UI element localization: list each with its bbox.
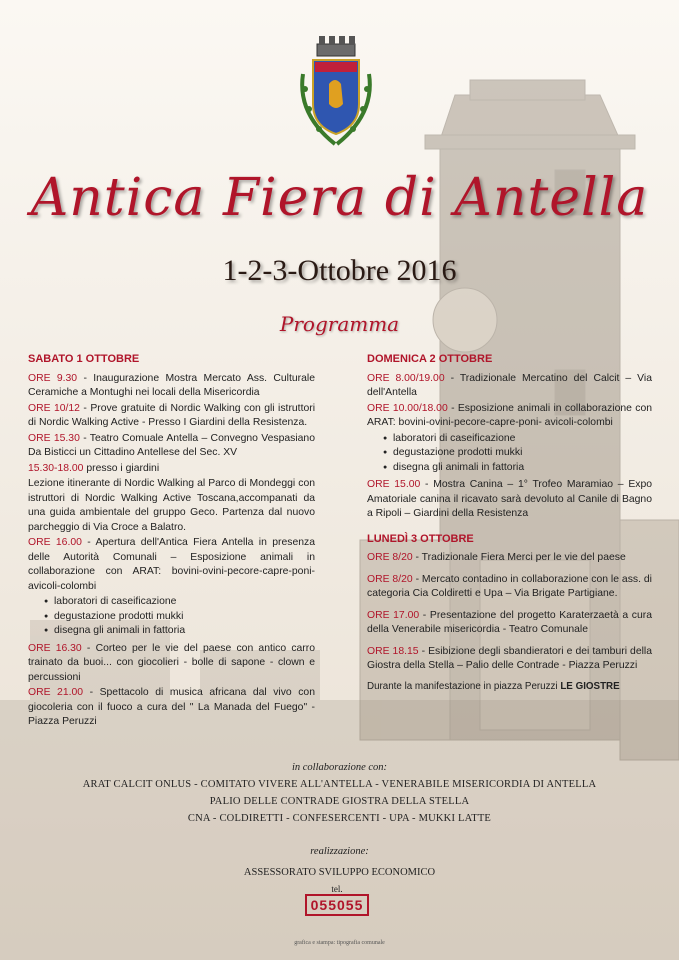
event-item: ORE 10/12 - Prove gratuite di Nordic Walking con gli istruttori di Nordic Walking Active - Presso I Giardini della Resistenza.: [28, 402, 315, 428]
realization-block: [0, 846, 679, 878]
event-item: 15.30-18.00 presso i giardini: [28, 462, 160, 474]
list-item: ● disegna gli animali in fattoria: [44, 624, 315, 639]
realization-header: realizzazione:: [310, 846, 369, 857]
program-right-column: [367, 352, 652, 694]
poster-title: Antica Fiera di Antella: [30, 168, 649, 228]
collaboration-block: [0, 762, 679, 830]
activity-list: [367, 432, 652, 476]
event-item: ORE 16.00 - Apertura dell'Antica Fiera Antella in presenza delle Autorità Comunali – Esposizione animali in collaborazione con ARAT: bovini-ovini-pecore-capre-poni-avicoli-colombi: [28, 537, 316, 592]
coat-of-arms-logo: [295, 34, 377, 152]
programma-heading: Programma: [279, 312, 400, 336]
event-dates: 1-2-3-Ottobre 2016: [222, 254, 457, 287]
activity-list: [28, 595, 315, 639]
list-item: ● laboratori di caseificazione: [383, 432, 652, 447]
day-heading-saturday: SABATO 1 OTTOBRE: [28, 353, 140, 365]
crown-icon: [317, 36, 355, 56]
program-left-column: [28, 352, 315, 731]
event-item: ORE 9.30 - Inaugurazione Mostra Mercato Ass. Culturale Ceramiche a Montughi nei locali della Misericordia: [28, 372, 315, 398]
print-credit: grafica e stampa: tipografia comunale: [294, 940, 385, 946]
collab-line: CNA - COLDIRETTI - CONFESERCENTI - UPA - MUKKI LATTE: [187, 813, 492, 824]
event-item: ORE 8.00/19.00 - Tradizionale Mercatino del Calcit – Via dell'Antella: [367, 372, 652, 398]
event-item: ORE 17.00 - Presentazione del progetto Karaterzaetà a cura della Venerabile misericordia - Teatro Comunale: [367, 609, 653, 635]
event-item: ORE 16.30 - Corteo per le vie del paese con antico carro trainato da buoi... con giocolieri - bolle di sapone - clown e percussioni: [28, 642, 316, 683]
rides-note: Durante la manifestazione in piazza Peruzzi LE GIOSTRE: [367, 680, 620, 692]
phone-box: [293, 884, 381, 916]
day-heading-monday: LUNEDÌ 3 OTTOBRE: [367, 532, 474, 545]
event-item: ORE 15.30 - Teatro Comuale Antella – Convegno Vespasiano Da Bisticci un Cittadino Antellese del Sec. XV: [28, 432, 315, 458]
event-item: ORE 18.15 - Esibizione degli sbandieratori e dei tamburi della Giostra della Stella – Palio delle Contrade - Piazza Peruzzi: [367, 645, 652, 671]
realization-line: ASSESSORATO SVILUPPO ECONOMICO: [243, 867, 436, 878]
event-item: ORE 10.00/18.00 - Esposizione animali in collaborazione con ARAT: bovini-ovini-pecore-capre-poni- avicoli-colombi: [367, 402, 653, 428]
list-item: ● disegna gli animali in fattoria: [383, 461, 652, 476]
collab-header: in collaborazione con:: [291, 762, 388, 773]
collab-line: PALIO DELLE CONTRADE GIOSTRA DELLA STELLA: [209, 796, 470, 807]
event-item: ORE 21.00 - Spettacolo di musica africana dal vivo con giocoleria con il fuoco a cura del " La Manada del Fuego" - Piazza Peruzzi: [28, 687, 315, 727]
list-item: ● laboratori di caseificazione: [44, 595, 315, 610]
phone-number: 055055: [305, 894, 370, 916]
list-item: ● degustazione prodotti mukki: [44, 610, 315, 625]
event-item: ORE 8/20 - Tradizionale Fiera Merci per le vie del paese: [367, 552, 626, 563]
collab-line: ARAT CALCIT ONLUS - COMITATO VIVERE ALL'ANTELLA - VENERABILE MISERICORDIA DI ANTELLA: [82, 779, 597, 790]
day-heading-sunday: DOMENICA 2 OTTOBRE: [367, 353, 493, 365]
phone-label: tel.: [331, 884, 343, 894]
event-item: Lezione itinerante di Nordic Walking al Parco di Mondeggi con istruttori di Nordic Walking Active Toscana,accompanati da una guida ambientale del gruppo Geco. Partenza dal nuovo parcheggio di Via Croce a Balatro.: [28, 478, 315, 533]
event-item: ORE 8/20 - Mercato contadino in collaborazione con le ass. di categoria Cia Coldiretti e Upa – Via Brigate Partigiane.: [367, 573, 652, 599]
list-item: ● degustazione prodotti mukki: [383, 446, 652, 461]
event-item: ORE 15.00 - Mostra Canina – 1° Trofeo Maramiao – Expo Amatoriale canina il ricavato sarà devoluto al Canile di Bagno a Ripoli – Giardini della Resistenza: [367, 479, 653, 519]
